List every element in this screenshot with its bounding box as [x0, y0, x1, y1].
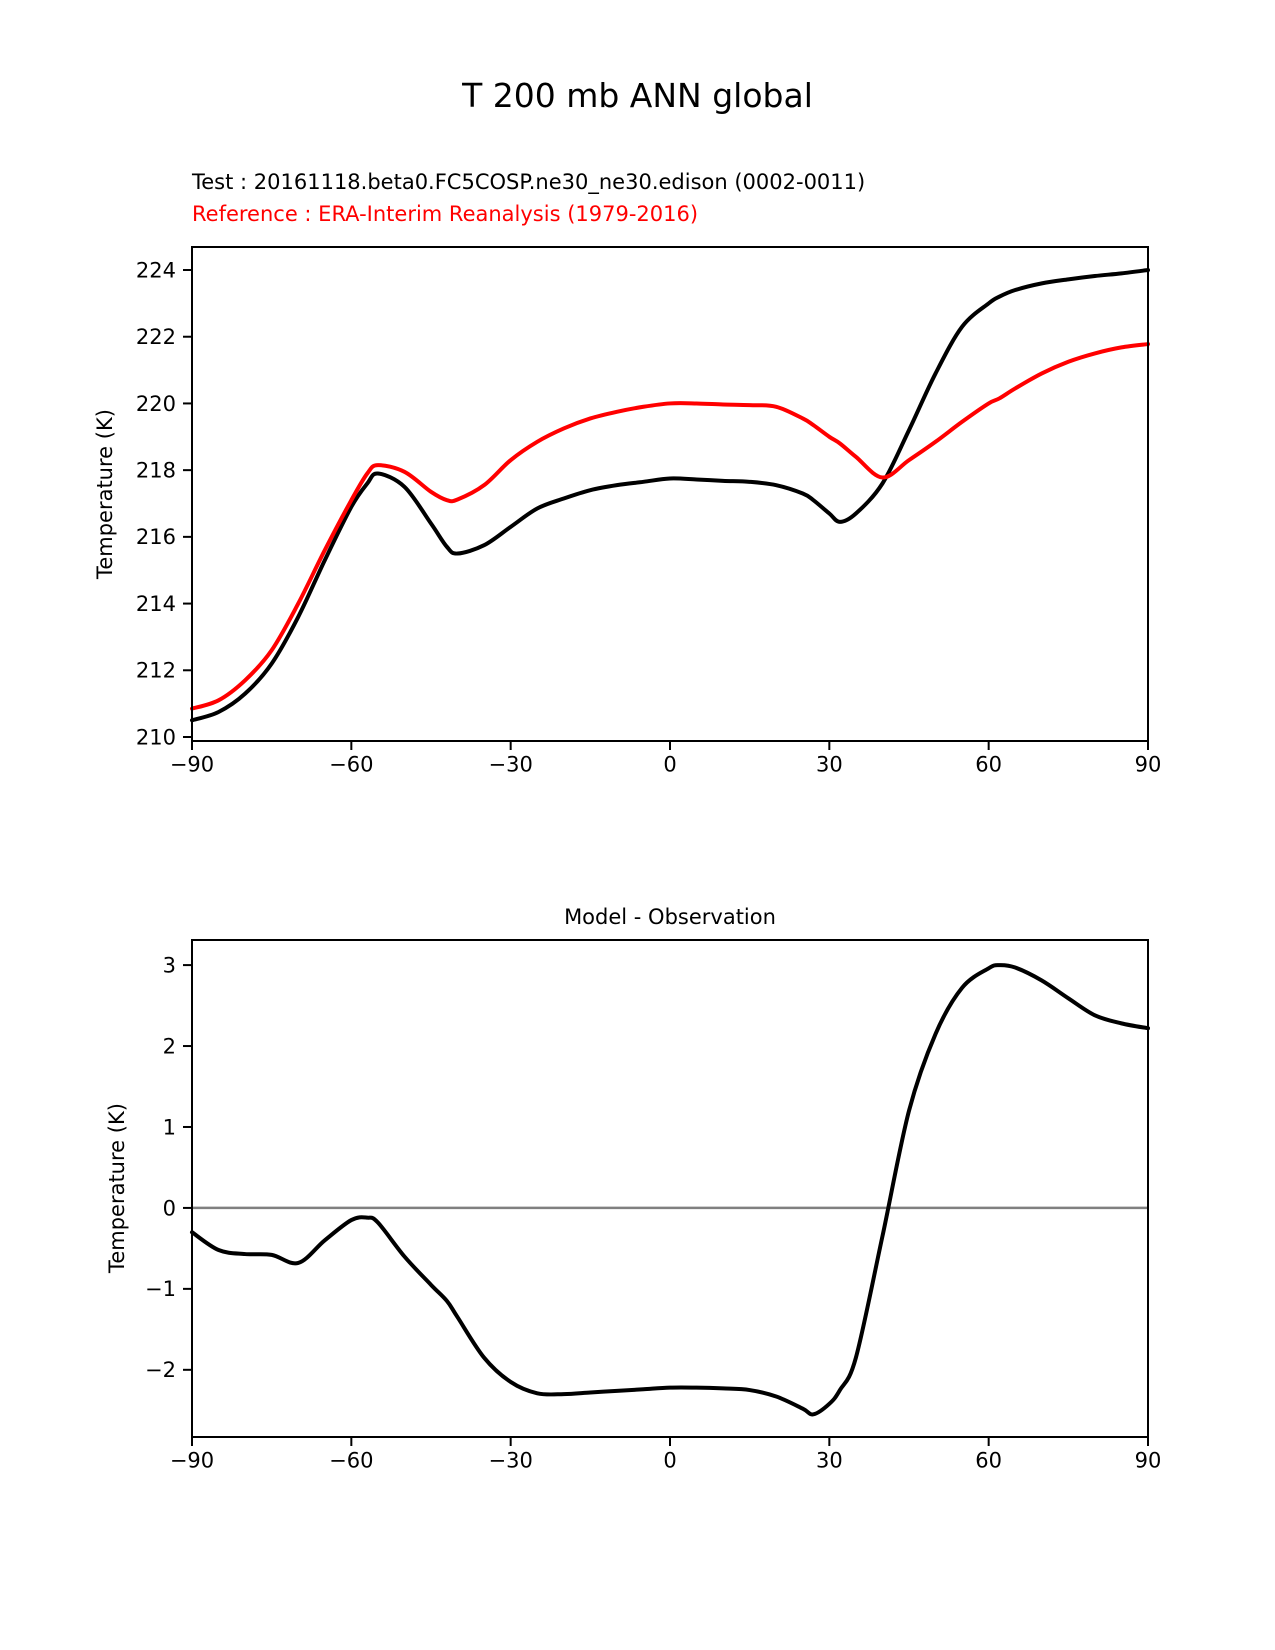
x-tick-label: 0	[663, 752, 677, 777]
difference-line	[192, 965, 1148, 1414]
model-minus-observation-plot	[145, 940, 1161, 1472]
y-tick-label: 216	[135, 525, 176, 550]
y-tick-label: 0	[162, 1196, 176, 1221]
x-tick-label: −60	[329, 1448, 374, 1473]
y-tick-label: −1	[145, 1277, 176, 1302]
x-tick-label: 0	[663, 1448, 677, 1473]
x-tick-label: 30	[815, 1448, 843, 1473]
bottom-chart-title: Model - Observation	[564, 905, 776, 929]
y-tick-label: 224	[135, 258, 176, 283]
temperature-profile-plot	[136, 247, 1161, 776]
bottom-chart-y-axis-label: Temperature (K)	[105, 1103, 129, 1273]
y-tick-label: 3	[162, 953, 176, 978]
subtitle-reference: Reference : ERA-Interim Reanalysis (1979-2016)	[192, 202, 699, 226]
test-line	[192, 270, 1148, 720]
x-tick-label: −90	[169, 1448, 215, 1473]
y-tick-label: 2	[162, 1034, 176, 1059]
x-tick-label: 60	[975, 752, 1003, 777]
x-tick-label: 90	[1134, 752, 1162, 777]
plot-border	[192, 247, 1148, 741]
plot-border	[192, 940, 1148, 1437]
x-tick-label: 30	[815, 752, 843, 777]
reference-line	[192, 344, 1148, 709]
y-tick-label: 212	[135, 658, 176, 683]
y-tick-label: −2	[145, 1358, 176, 1383]
top-chart-y-axis-label: Temperature (K)	[93, 409, 117, 579]
x-tick-label: 60	[975, 1448, 1003, 1473]
x-tick-label: −90	[169, 752, 215, 777]
y-tick-label: 222	[135, 325, 176, 350]
y-tick-label: 210	[135, 725, 176, 750]
x-tick-label: 90	[1134, 1448, 1162, 1473]
y-tick-label: 218	[135, 458, 176, 483]
x-tick-label: −30	[488, 1448, 533, 1473]
y-tick-label: 214	[135, 591, 176, 616]
y-tick-label: 220	[135, 391, 176, 416]
subtitle-test: Test : 20161118.beta0.FC5COSP.ne30_ne30.edison (0002-0011)	[192, 170, 866, 194]
x-tick-label: −60	[329, 752, 374, 777]
y-tick-label: 1	[162, 1115, 176, 1140]
x-tick-label: −30	[488, 752, 533, 777]
page-title: T 200 mb ANN global	[462, 76, 813, 115]
